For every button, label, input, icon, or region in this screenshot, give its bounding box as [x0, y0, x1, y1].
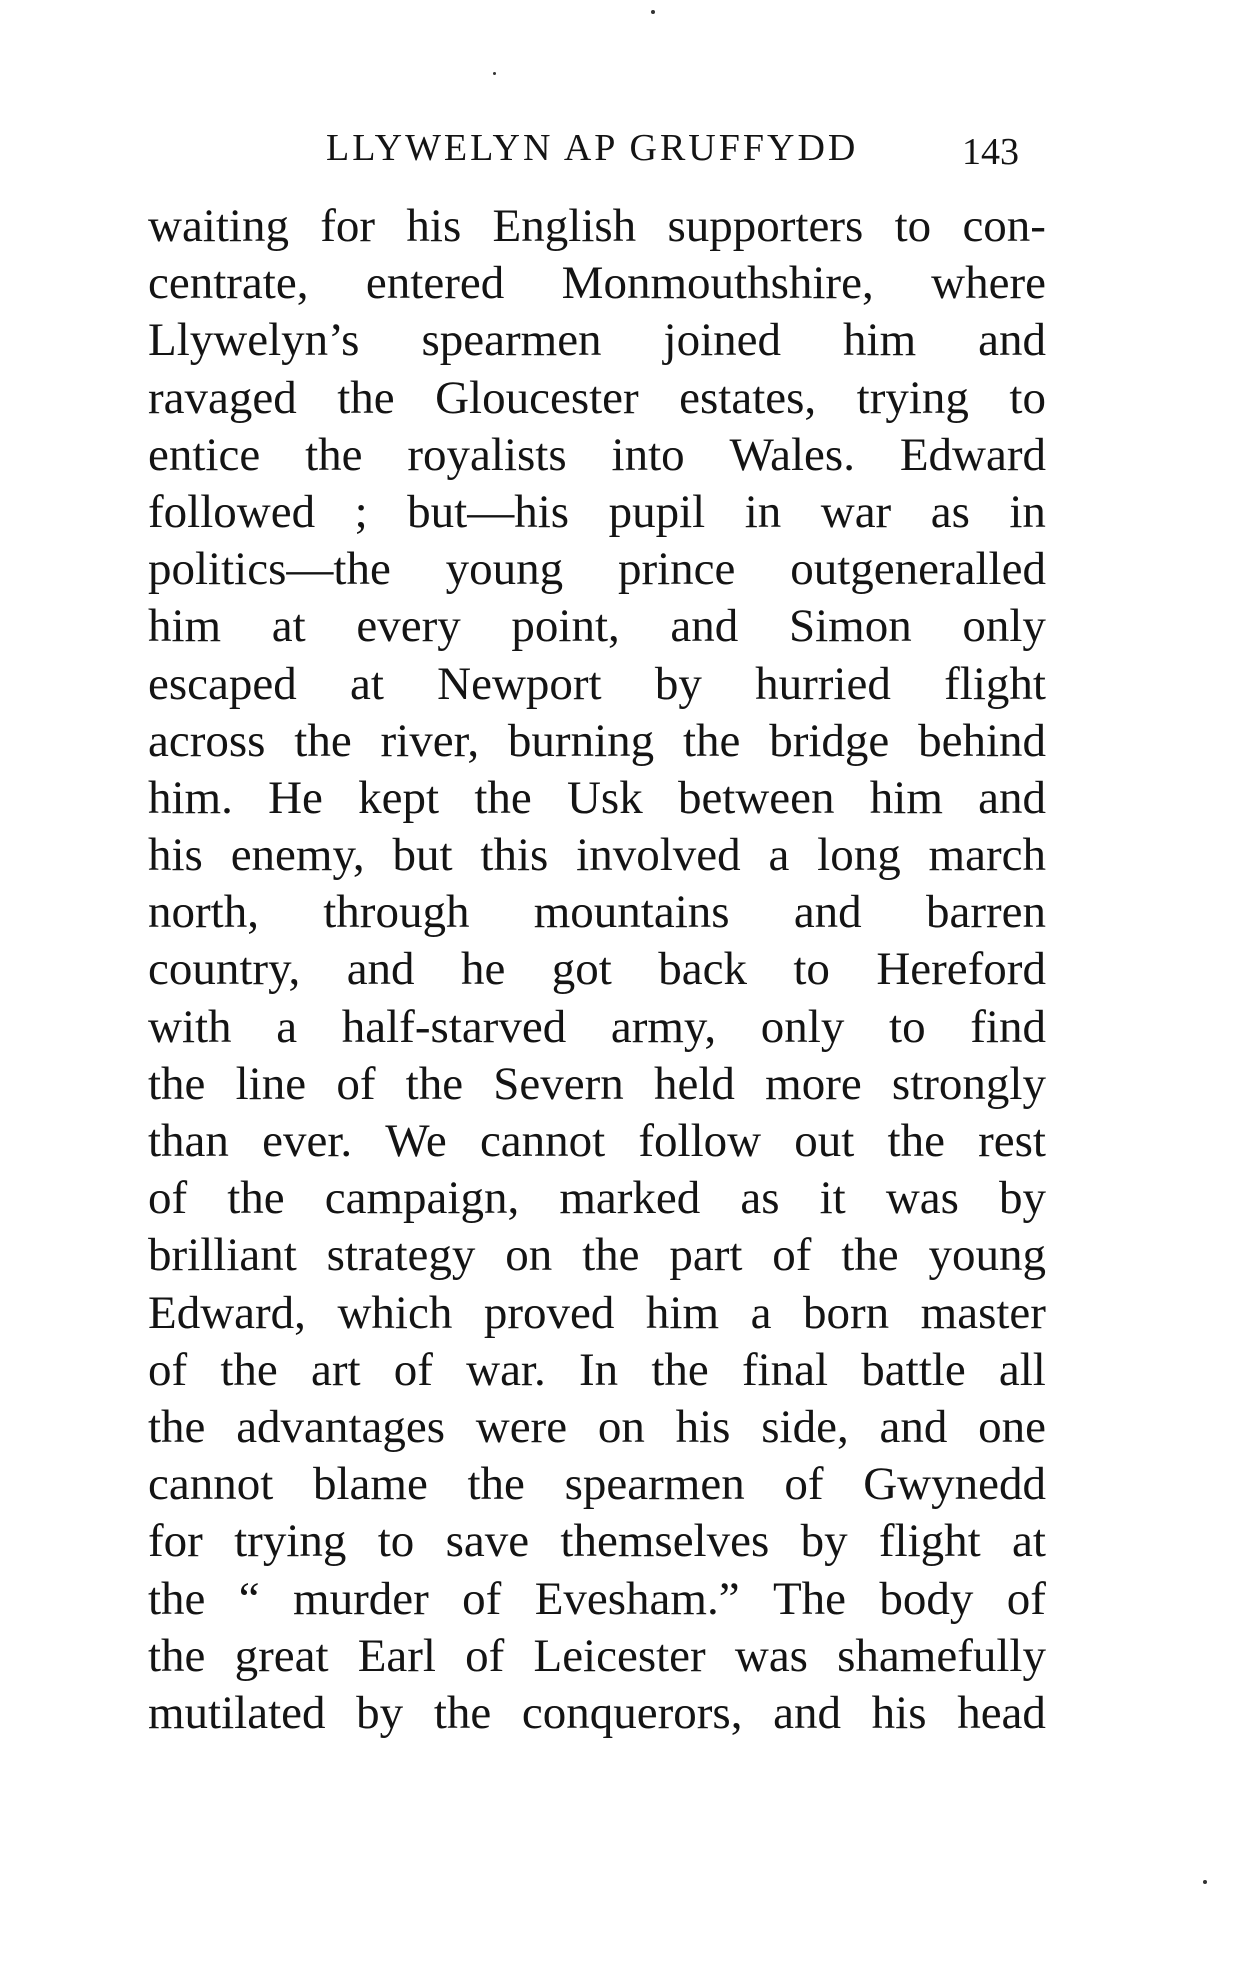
word: conquerors,: [521, 1686, 743, 1739]
word: the: [682, 714, 741, 767]
word: into: [611, 428, 685, 481]
word: English: [492, 200, 637, 252]
word: entice: [148, 428, 261, 481]
word: his: [675, 1400, 731, 1453]
word: a: [768, 829, 790, 882]
text-line: [148, 484, 1046, 541]
word: war: [820, 485, 892, 538]
word: all: [998, 1343, 1046, 1396]
word: to: [889, 1000, 926, 1053]
word: by: [654, 657, 702, 710]
word: of: [462, 1572, 502, 1625]
word: river,: [380, 714, 480, 767]
word: spearmen: [421, 314, 602, 367]
word: Earl: [357, 1629, 436, 1682]
word: in: [1009, 485, 1046, 538]
word: of: [772, 1229, 812, 1282]
word: by: [356, 1686, 404, 1739]
word: flight: [878, 1515, 981, 1568]
word: ravaged: [148, 371, 297, 424]
word: ;: [354, 485, 368, 538]
word: on: [505, 1229, 553, 1282]
word: followed: [148, 485, 316, 538]
word: rest: [978, 1115, 1046, 1167]
word: part: [669, 1229, 743, 1282]
text-line: [148, 1399, 1046, 1456]
text-line: [148, 770, 1046, 827]
text-line: [148, 713, 1046, 770]
word: save: [445, 1515, 530, 1568]
word: long: [817, 829, 901, 882]
word: trying: [856, 371, 969, 424]
word: him.: [148, 771, 233, 824]
word: was: [734, 1629, 808, 1682]
word: march: [928, 829, 1046, 882]
word: him: [843, 314, 917, 367]
word: to: [894, 200, 932, 252]
word: as: [740, 1172, 780, 1225]
text-line: [148, 541, 1046, 598]
word: find: [970, 1000, 1046, 1053]
word: waiting: [148, 200, 289, 252]
word: master: [920, 1286, 1046, 1339]
word: final: [741, 1343, 829, 1396]
word: Simon: [788, 600, 912, 653]
word: great: [234, 1629, 329, 1682]
word: his: [406, 200, 462, 252]
word: involved: [576, 829, 741, 882]
word: out: [794, 1115, 855, 1167]
word: the: [887, 1115, 945, 1167]
word: line: [235, 1057, 307, 1110]
word: of: [148, 1172, 188, 1225]
word: strategy: [326, 1229, 476, 1282]
text-line: [148, 427, 1046, 484]
word: in: [744, 485, 782, 538]
word: back: [658, 943, 747, 996]
word: Severn: [493, 1057, 624, 1110]
text-line: [148, 1227, 1046, 1284]
word: were: [475, 1400, 568, 1453]
word: one: [978, 1400, 1046, 1453]
word: through: [323, 886, 470, 939]
text-line: [148, 198, 1046, 255]
word: Newport: [437, 657, 602, 710]
word: hurried: [755, 657, 891, 710]
word: side,: [761, 1400, 849, 1453]
word: Gloucester: [435, 371, 639, 424]
word: him: [148, 600, 222, 653]
word: In: [578, 1343, 619, 1396]
word: ever.: [262, 1115, 353, 1167]
word: Gwynedd: [863, 1458, 1046, 1511]
word: the: [467, 1458, 525, 1511]
word: a: [750, 1286, 772, 1339]
word: and: [670, 600, 739, 653]
word: young: [445, 543, 564, 596]
word: con-: [962, 200, 1046, 252]
word: murder: [293, 1572, 429, 1625]
text-line: [148, 1513, 1046, 1570]
word: centrate,: [148, 257, 309, 310]
word: follow: [638, 1115, 762, 1167]
word: politics—the: [148, 543, 391, 596]
text-line: [148, 312, 1046, 369]
word: him: [869, 771, 943, 824]
word: and: [978, 771, 1046, 824]
text-line: [148, 656, 1046, 713]
page-number: 143: [962, 131, 1019, 173]
word: him: [645, 1286, 720, 1339]
text-line: [148, 1113, 1046, 1170]
word: behind: [918, 714, 1046, 767]
print-speck: [651, 10, 655, 14]
word: the: [148, 1057, 206, 1110]
word: the: [294, 714, 352, 767]
word: born: [802, 1286, 890, 1339]
text-line: [148, 598, 1046, 655]
word: the: [305, 428, 363, 481]
text-line: [148, 941, 1046, 998]
word: than: [148, 1115, 229, 1167]
word: which: [337, 1286, 453, 1339]
word: a: [276, 1000, 298, 1053]
word: to: [1009, 371, 1046, 424]
word: Hereford: [876, 943, 1046, 996]
word: bridge: [769, 714, 890, 767]
word: of: [393, 1343, 433, 1396]
word: to: [377, 1515, 415, 1568]
word: he: [460, 943, 506, 996]
word: advantages: [236, 1400, 445, 1453]
word: He: [268, 771, 323, 824]
word: burning: [507, 714, 655, 767]
word: and: [793, 886, 862, 939]
word: to: [793, 943, 830, 996]
word: half-starved: [341, 1000, 567, 1053]
word: and: [346, 943, 415, 996]
word: supporters: [667, 200, 864, 252]
word: was: [885, 1172, 959, 1225]
word: “: [238, 1572, 260, 1625]
word: the: [582, 1229, 640, 1282]
word: trying: [234, 1515, 347, 1568]
text-line: [148, 827, 1046, 884]
word: of: [465, 1629, 505, 1682]
word: kept: [358, 771, 440, 824]
word: flight: [944, 657, 1046, 710]
text-line: [148, 1456, 1046, 1513]
word: between: [677, 771, 835, 824]
word: on: [597, 1400, 645, 1453]
word: Edward,: [148, 1286, 306, 1339]
word: enemy,: [230, 829, 365, 882]
word: strongly: [891, 1057, 1046, 1110]
word: only: [760, 1000, 845, 1053]
word: but: [392, 829, 453, 882]
word: Wales.: [729, 428, 855, 481]
body-text: [148, 198, 1046, 1742]
word: the: [405, 1057, 464, 1110]
word: prince: [617, 543, 736, 596]
word: at: [271, 600, 306, 653]
word: only: [962, 600, 1046, 653]
word: the: [651, 1343, 709, 1396]
word: and: [978, 314, 1046, 367]
word: barren: [925, 886, 1046, 939]
word: campaign,: [324, 1172, 520, 1225]
print-speck: [493, 72, 496, 75]
word: Leicester: [533, 1629, 706, 1682]
word: every: [356, 600, 461, 653]
word: shamefully: [837, 1629, 1046, 1682]
word: more: [765, 1057, 862, 1110]
text-line: [148, 1170, 1046, 1227]
word: it: [819, 1172, 846, 1225]
word: got: [551, 943, 612, 996]
text-line: [148, 255, 1046, 312]
word: the: [474, 771, 532, 824]
word: The: [772, 1572, 847, 1625]
word: and: [879, 1400, 948, 1453]
word: Evesham.”: [534, 1572, 740, 1625]
word: for: [320, 200, 376, 252]
word: this: [480, 829, 549, 882]
word: the: [148, 1629, 206, 1682]
word: blame: [312, 1458, 428, 1511]
text-line: [148, 1285, 1046, 1342]
word: cannot: [479, 1115, 606, 1167]
word: as: [930, 485, 970, 538]
word: at: [1012, 1515, 1046, 1568]
word: his: [148, 829, 203, 882]
word: We: [385, 1115, 447, 1167]
word: of: [1006, 1572, 1046, 1625]
word: the: [220, 1343, 278, 1396]
word: battle: [861, 1343, 966, 1396]
word: escaped: [148, 657, 297, 710]
word: point,: [511, 600, 620, 653]
word: where: [931, 257, 1046, 310]
word: by: [800, 1515, 848, 1568]
word: marked: [559, 1172, 701, 1225]
word: head: [957, 1686, 1046, 1739]
word: art: [310, 1343, 361, 1396]
text-line: [148, 1342, 1046, 1399]
word: with: [148, 1000, 232, 1053]
word: entered: [365, 257, 505, 310]
word: mutilated: [148, 1686, 326, 1739]
text-line: [148, 884, 1046, 941]
word: joined: [663, 314, 782, 367]
text-line: [148, 999, 1046, 1056]
word: war.: [466, 1343, 546, 1396]
word: brilliant: [148, 1229, 297, 1282]
word: north,: [148, 886, 259, 939]
word: themselves: [560, 1515, 770, 1568]
word: of: [148, 1343, 188, 1396]
text-line: [148, 1685, 1046, 1742]
text-line: [148, 1571, 1046, 1628]
word: by: [999, 1172, 1046, 1225]
word: cannot: [148, 1458, 274, 1511]
word: the: [841, 1229, 899, 1282]
word: estates,: [679, 371, 817, 424]
word: held: [654, 1057, 735, 1110]
word: army,: [610, 1000, 717, 1053]
text-line: [148, 1628, 1046, 1685]
word: Usk: [566, 771, 643, 824]
word: the: [227, 1172, 285, 1225]
word: of: [336, 1057, 376, 1110]
word: body: [879, 1572, 974, 1625]
word: mountains: [533, 886, 730, 939]
word: and: [773, 1686, 842, 1739]
running-head: LLYWELYN AP GRUFFYDD: [326, 127, 859, 169]
word: Monmouthshire,: [561, 257, 874, 310]
word: of: [784, 1458, 824, 1511]
word: pupil: [608, 485, 706, 538]
word: but—his: [407, 485, 570, 538]
word: country,: [148, 943, 301, 996]
print-speck: [1203, 1880, 1207, 1884]
word: the: [433, 1686, 492, 1739]
word: young: [928, 1229, 1046, 1282]
word: the: [148, 1572, 206, 1625]
word: outgeneralled: [790, 543, 1046, 596]
word: royalists: [407, 428, 567, 481]
word: Llywelyn’s: [148, 314, 360, 367]
word: proved: [483, 1286, 615, 1339]
word: spearmen: [564, 1458, 745, 1511]
word: for: [148, 1515, 203, 1568]
word: Edward: [899, 428, 1046, 481]
word: the: [148, 1400, 206, 1453]
word: his: [871, 1686, 927, 1739]
word: the: [337, 371, 395, 424]
word: across: [148, 714, 266, 767]
word: at: [349, 657, 384, 710]
text-line: [148, 1056, 1046, 1113]
text-line: [148, 370, 1046, 427]
